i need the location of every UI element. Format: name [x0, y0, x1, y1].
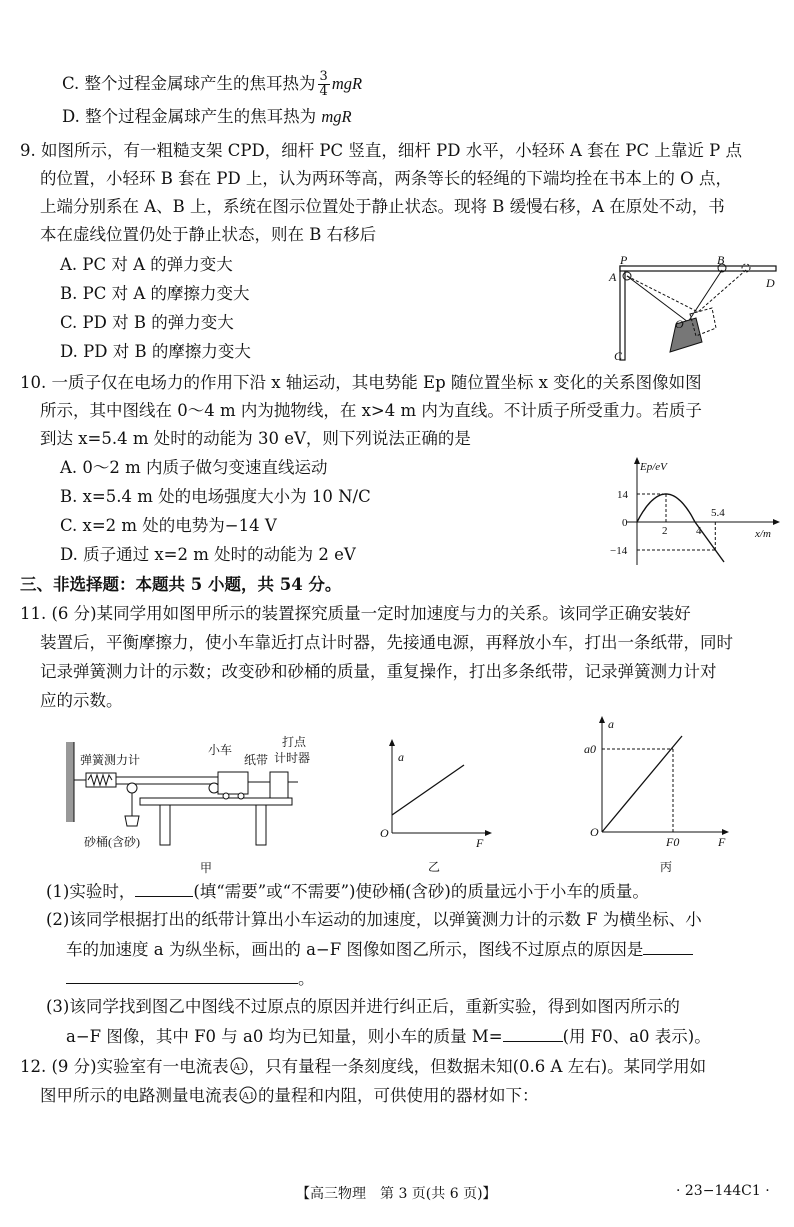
tick-label-0: 0: [622, 517, 628, 529]
q8-option-d: D. 整个过程金属球产生的焦耳热为 mgR: [62, 107, 352, 126]
svg-text:A1: A1: [232, 1062, 245, 1073]
section-3-title: 三、非选择题：本题共 5 小题，共 54 分。: [20, 575, 342, 594]
doc-code: · 23−144C1 ·: [676, 1183, 770, 1199]
caption-bing: 丙: [660, 860, 673, 874]
q12-stem-line2: 图甲所示的电路测量电流表 A1 的量程和内阻，可供使用的器材如下：: [40, 1086, 539, 1105]
q10-stem-line1: 10. 一质子仅在电场力的作用下沿 x 轴运动，其电势能 Ep 随位置坐标 x 变化的关系图像如图: [20, 373, 702, 392]
label-p: P: [620, 253, 628, 267]
y-axis-label: Ep/eV: [640, 461, 667, 473]
label-a: a: [608, 717, 614, 731]
label-bucket: 砂桶(含砂): [84, 835, 140, 849]
x-axis-label: x/m: [755, 528, 771, 540]
rod-pd: [620, 266, 776, 271]
q10-stem-line2: 所示，其中图线在 0～4 m 内为抛物线，在 x>4 m 内为直线。不计质子所受重力。若质子: [40, 401, 702, 420]
tick-label-neg14: −14: [610, 545, 628, 557]
answer-blank-1[interactable]: [135, 880, 193, 897]
label-a: A: [609, 270, 617, 284]
q11-sub3-line1: (3)该同学找到图乙中图线不过原点的原因并进行纠正后，重新实验，得到如图丙所示的: [46, 997, 680, 1016]
q11-stem-line4: 应的示数。: [40, 691, 123, 710]
series-parabola: [637, 494, 695, 522]
caption-yi: 乙: [428, 860, 441, 874]
q10-option-a: A. 0～2 m 内质子做匀变速直线运动: [60, 458, 328, 477]
answer-blank-2b[interactable]: [66, 967, 298, 984]
q10-ep-x-graph: [600, 455, 790, 567]
ammeter-a1-icon: [238, 1086, 258, 1104]
label-a: a: [398, 750, 404, 764]
label-timer-1: 打点: [282, 735, 307, 749]
timer: [270, 772, 288, 798]
tick-label-x2: 2: [662, 525, 668, 537]
q10-stem-line3: 到达 x=5.4 m 处时的动能为 30 eV，则下列说法正确的是: [40, 429, 471, 448]
bucket: [125, 816, 139, 826]
caption-jia: 甲: [200, 861, 213, 875]
q11-figure-bing: [580, 714, 740, 875]
q11-sub2-line1: (2)该同学根据打出的纸带计算出小车运动的加速度，以弹簧测力计的示数 F 为横坐标、小: [46, 910, 702, 929]
q9-option-a: A. PC 对 A 的弹力变大: [60, 255, 233, 274]
label-tape: 纸带: [244, 753, 269, 767]
q9-bracket-figure: [600, 252, 785, 364]
rope-ao-dashed: [627, 276, 698, 312]
svg-text:A1: A1: [242, 1091, 255, 1102]
label-b: B: [717, 253, 725, 267]
label-o: O: [380, 826, 389, 840]
q9-option-d: D. PD 对 B 的摩擦力变大: [60, 342, 251, 361]
q10-option-b: B. x=5.4 m 处的电场强度大小为 10 N/C: [60, 487, 371, 506]
q9-stem-line4: 本在虚线位置仍处于静止状态，则在 B 右移后: [40, 225, 377, 244]
q9-stem-line3: 上端分别系在 A、B 上，系统在图示位置处于静止状态。现将 B 缓慢右移，A 在原处不动，书: [40, 197, 725, 216]
pulley: [127, 783, 137, 793]
q9-stem-line2: 的位置，小轻环 B 套在 PD 上，认为两环等高，两条等长的轻绳的下端均拴在书本上的 O 点，: [40, 169, 732, 188]
label-f0: F0: [666, 835, 680, 849]
q8-option-c: C. 整个过程金属球产生的焦耳热为 $\frac{3}{4}$ mgR: [62, 69, 363, 99]
rope-bo: [688, 270, 722, 322]
label-f: F: [476, 836, 484, 850]
answer-blank-3[interactable]: [503, 1025, 563, 1042]
label-o: O: [590, 825, 599, 839]
a-f-line: [392, 765, 464, 815]
q9-option-c: C. PD 对 B 的弹力变大: [60, 313, 234, 332]
label-timer-2: 计时器: [274, 751, 310, 765]
wall: [66, 742, 74, 822]
q11-sub2-line2: 车的加速度 a 为纵坐标，画出的 a−F 图像如图乙所示，图线不过原点的原因是: [66, 938, 693, 961]
q11-stem-line3: 记录弹簧测力计的示数；改变砂和砂桶的质量，重复操作，打出多条纸带，记录弹簧测力计对: [40, 662, 717, 681]
tick-label-x4: 4: [696, 525, 702, 537]
q9-option-b: B. PC 对 A 的摩擦力变大: [60, 284, 250, 303]
label-cart: 小车: [208, 743, 233, 757]
q9-stem-line1: 9. 如图所示，有一粗糙支架 CPD，细杆 PC 竖直，细杆 PD 水平，小轻环 A 套在 PC 上靠近 P 点: [20, 141, 742, 160]
rod-pc: [620, 266, 625, 360]
label-spring-scale: 弹簧测力计: [80, 753, 141, 767]
tick-label-14: 14: [617, 489, 628, 501]
q11-figure-yi: [370, 735, 500, 875]
rope-bo-dashed: [698, 270, 746, 312]
answer-blank-2a[interactable]: [643, 938, 693, 955]
q10-option-c: C. x=2 m 处的电势为−14 V: [60, 516, 277, 535]
x-axis-arrow: [773, 519, 780, 525]
cart: [218, 772, 248, 794]
rope-ao: [627, 276, 688, 322]
q11-figure-jia: [60, 730, 310, 875]
q11-sub2-line3: 。: [66, 967, 315, 990]
fraction: $\frac{3}{4}$: [319, 69, 328, 99]
tick-label-x54: 5.4: [711, 507, 725, 519]
q11-sub3-line2: a−F 图像，其中 F0 与 a0 均为已知量，则小车的质量 M= (用 F0、a0 表示)。: [66, 1027, 711, 1046]
page-footer: 【高三物理 第 3 页(共 6 页)】: [296, 1186, 497, 1202]
label-c: C: [614, 349, 623, 363]
q11-stem-line2: 装置后，平衡摩擦力，使小车靠近打点计时器，先接通电源，再释放小车，打出一条纸带，同时: [40, 633, 733, 652]
table-leg: [160, 805, 170, 845]
label-d: D: [766, 276, 775, 290]
a-f-line: [602, 736, 682, 832]
q10-option-d: D. 质子通过 x=2 m 处时的动能为 2 eV: [60, 545, 356, 564]
q11-stem-line1: 11. (6 分)某同学用如图甲所示的装置探究质量一定时加速度与力的关系。该同学正确安装好: [20, 604, 691, 623]
label-a0: a0: [584, 742, 596, 756]
label-o: O: [675, 317, 684, 331]
track: [140, 798, 292, 805]
label-f: F: [718, 835, 726, 849]
q12-stem-line1: 12. (9 分)实验室有一电流表 A1 ，只有量程一条刻度线，但数据未知(0.6 A 左右)。某同学用如: [20, 1057, 707, 1076]
q11-sub1: (1)实验时， (填“需要”或“不需要”)使砂桶(含砂)的质量远小于小车的质量。: [46, 882, 649, 901]
ammeter-a1-icon: [229, 1057, 249, 1075]
